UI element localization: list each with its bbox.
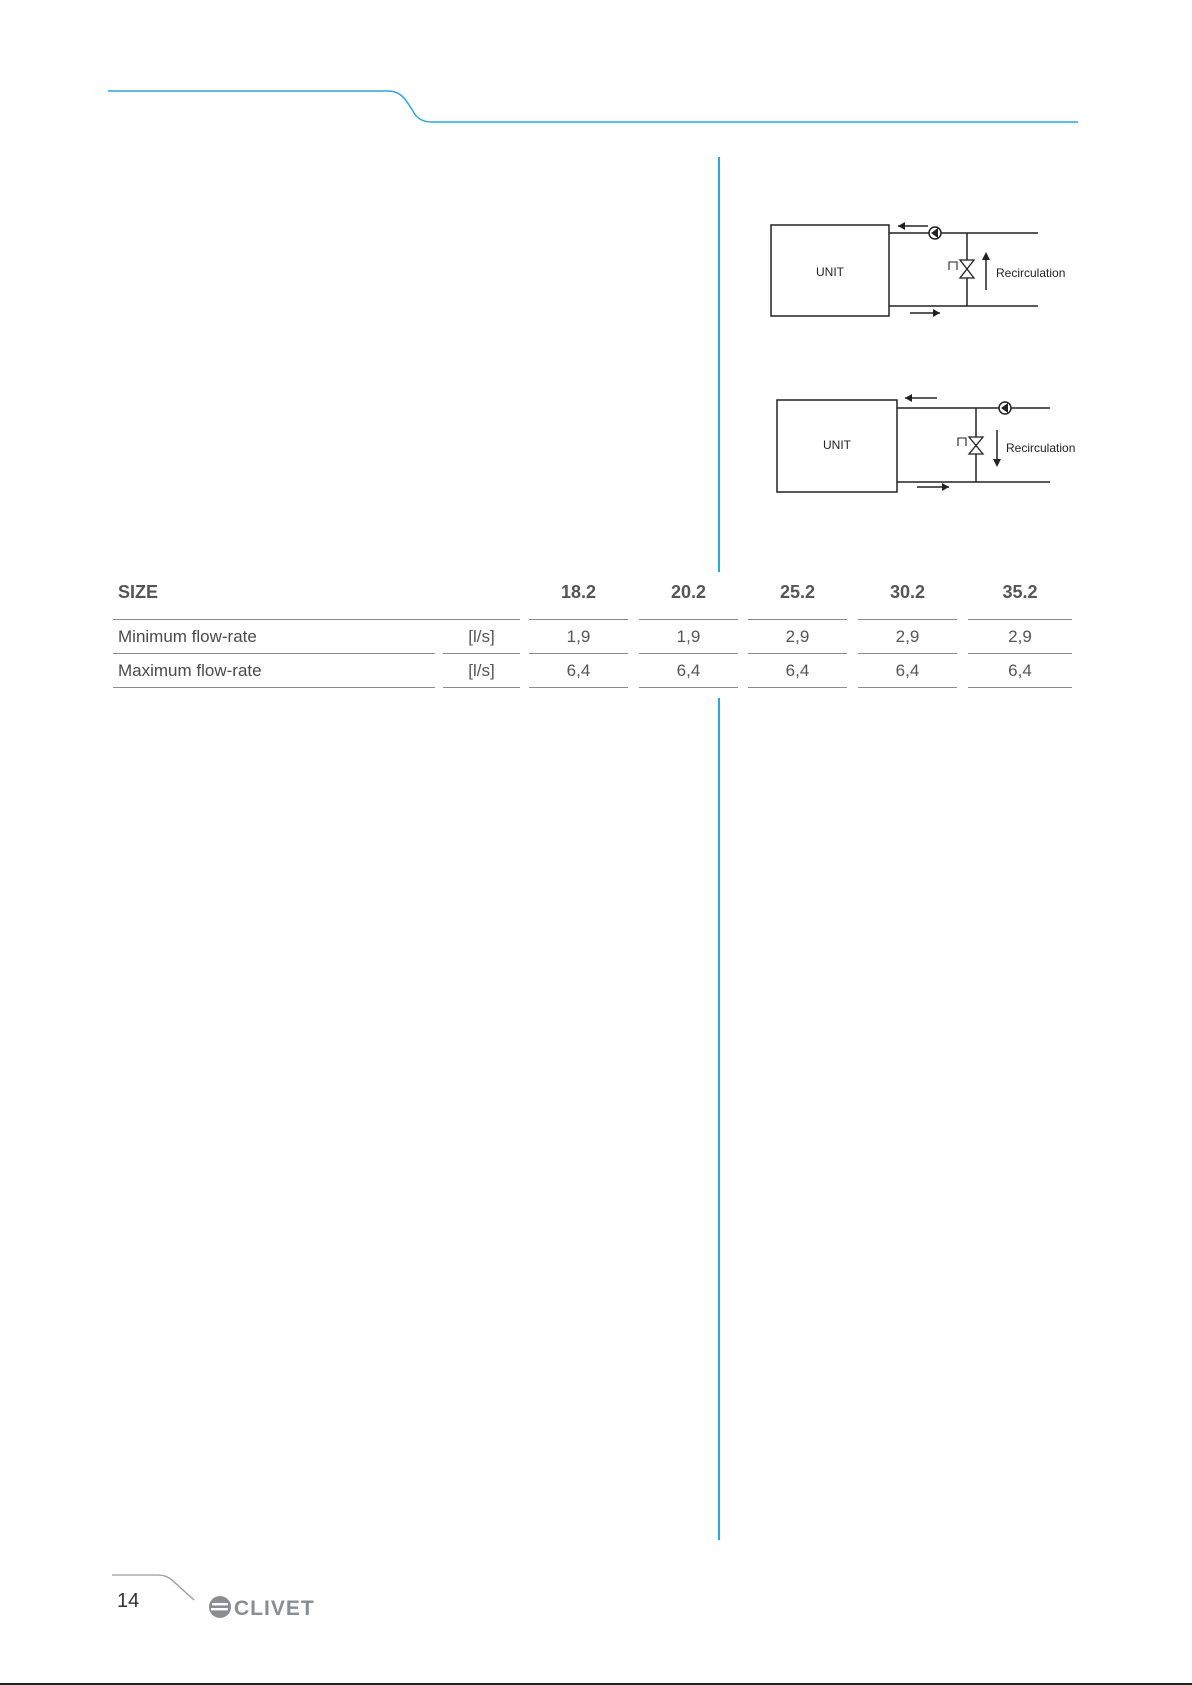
valve-icon: [960, 260, 974, 278]
table-cell: 6,4: [529, 654, 628, 688]
size-header: SIZE: [118, 582, 159, 602]
size-column-header: 25.2: [779, 582, 816, 602]
recirculation-label: Recirculation: [1006, 441, 1076, 455]
table-cell: 6,4: [968, 654, 1072, 688]
recirculation-diagram-1: [760, 210, 1080, 325]
table-cell: 6,4: [748, 654, 847, 688]
page-number: 14: [117, 1590, 140, 1612]
row-unit: [l/s]: [443, 654, 520, 688]
table-cell: 6,4: [858, 654, 957, 688]
row-label: Maximum flow-rate: [113, 654, 435, 688]
clivet-logo: [208, 1593, 333, 1621]
column-divider-bottom: [718, 698, 720, 1540]
header-rule: [0, 0, 1192, 140]
valve-icon: [969, 437, 983, 454]
logo-mark: [209, 1596, 231, 1618]
table-row: [113, 654, 1075, 688]
unit-label: UNIT: [823, 438, 851, 452]
size-column-header: 35.2: [1002, 582, 1038, 602]
table-header-row: [113, 575, 1075, 609]
table-cell: 2,9: [748, 620, 847, 654]
size-column-header: 20.2: [670, 582, 707, 602]
table-row: [113, 620, 1075, 654]
table-cell: 1,9: [529, 620, 628, 654]
recirculation-label: Recirculation: [996, 266, 1066, 280]
size-column-header: 30.2: [889, 582, 926, 602]
table-cell: 6,4: [639, 654, 738, 688]
size-column-header: 18.2: [560, 582, 597, 602]
table-cell: 2,9: [968, 620, 1072, 654]
unit-label: UNIT: [816, 265, 844, 279]
recirculation-diagram-2: [765, 385, 1085, 500]
table-cell: 1,9: [639, 620, 738, 654]
brand-text: CLIVET: [234, 1597, 315, 1620]
row-unit: [l/s]: [443, 620, 520, 654]
row-label: Minimum flow-rate: [113, 620, 435, 654]
table-cell: 2,9: [858, 620, 957, 654]
column-divider-top: [718, 157, 720, 572]
